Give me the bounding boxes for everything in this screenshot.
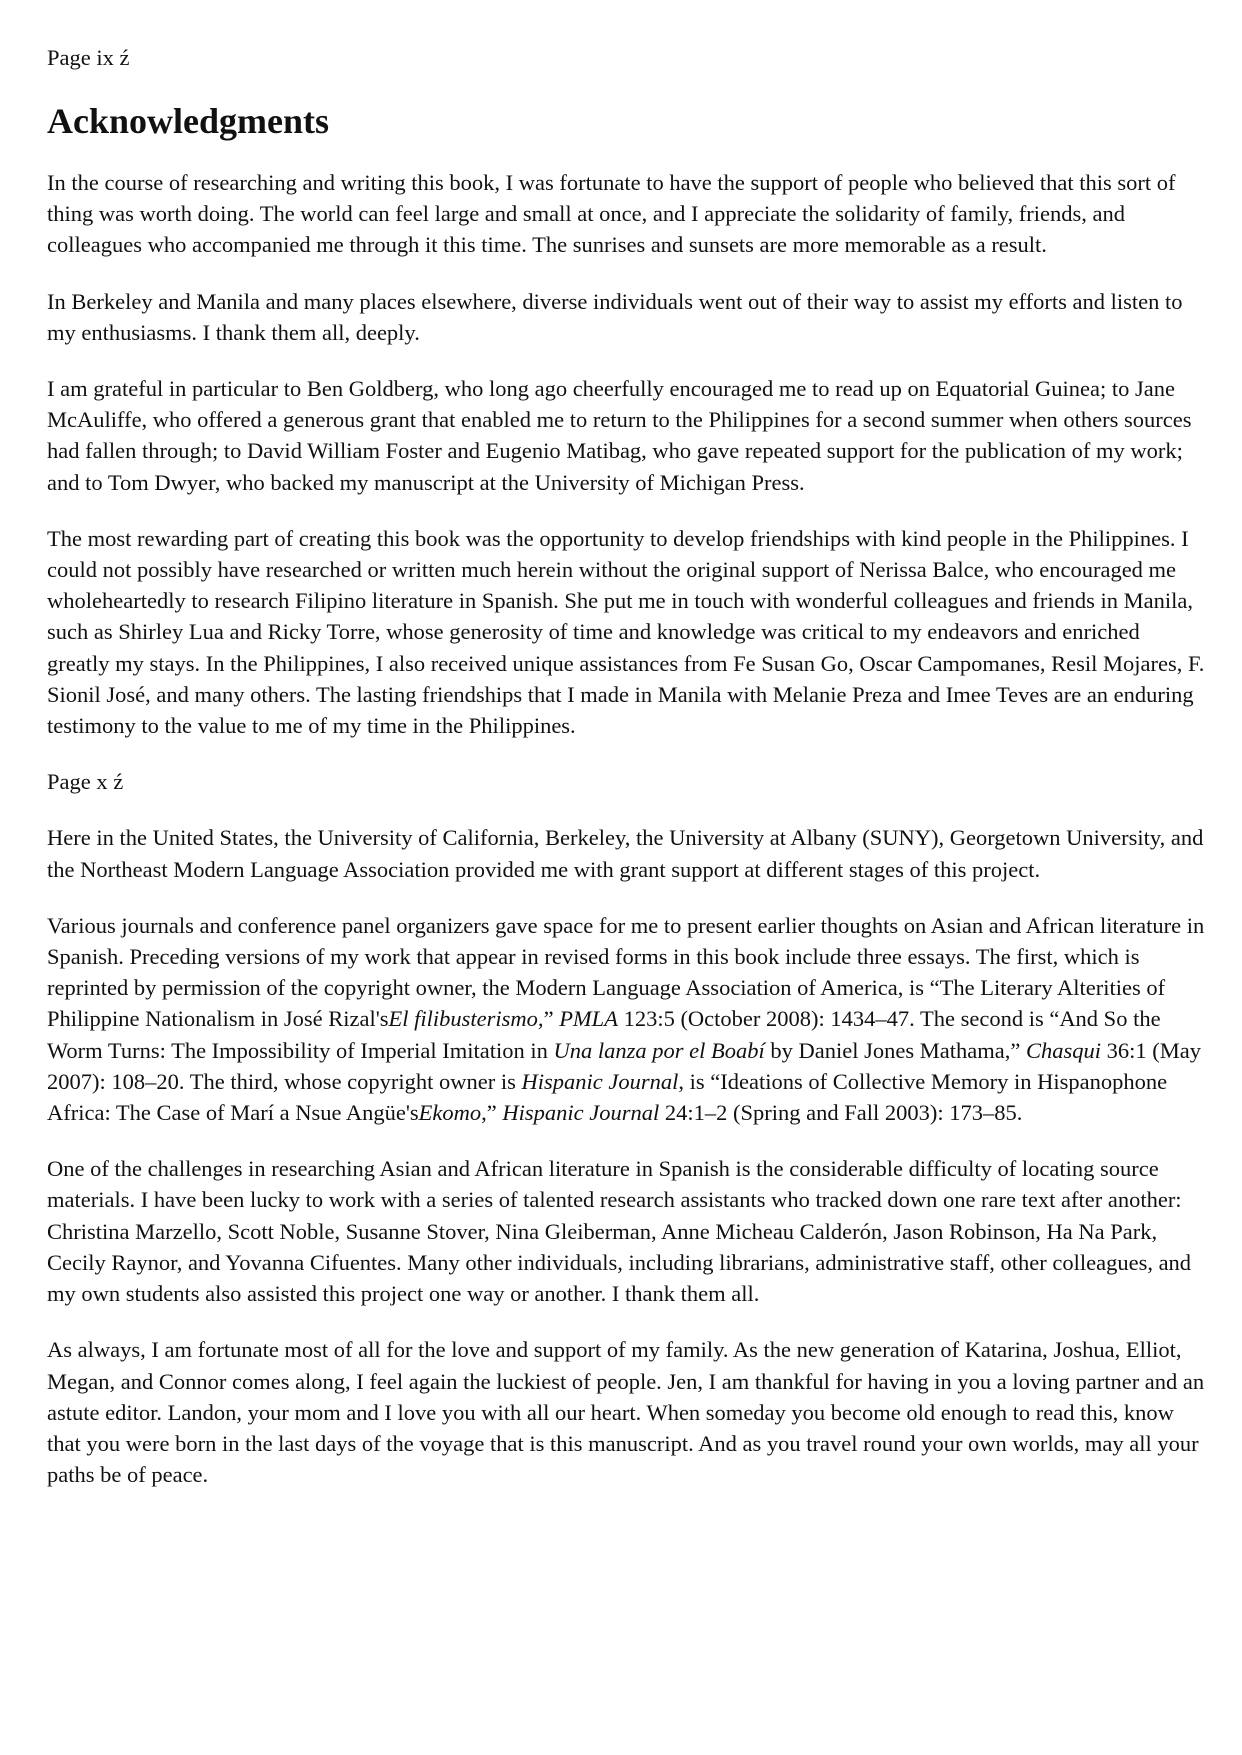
- document-page: [47, 42, 1207, 1515]
- text-span: , is “Ideations of Collective Memory in Hispanophone Africa: The Case of Marí a Nsue Angüe's: [47, 1068, 1168, 1126]
- paragraph-2: In Berkeley and Manila and many places elsewhere, diverse individuals went out of their way to assist my efforts and listen to my enthusiasms. I thank them all, deeply.: [47, 288, 1183, 345]
- journal-title-pmla: PMLA: [559, 1006, 618, 1032]
- book-title-una-lanza: Una lanza por el Boabí: [553, 1037, 765, 1063]
- journal-title-hispanic-journal: Hispanic Journal: [521, 1068, 679, 1094]
- page-number-x: Page x ź: [47, 769, 124, 795]
- book-title-ekomo: Ekomo: [418, 1100, 482, 1126]
- page-number-ix: Page ix ź: [47, 45, 130, 70]
- paragraph-3: I am grateful in particular to Ben Goldberg, who long ago cheerfully encouraged me to read up on Equatorial Guinea; to Jane McAuliffe, who offered a generous grant that enabled me to return to the Philippines for a second summer when others sources had fallen through; to David William Foster and Eugenio Matibag, who gave repeated support for the publication of my work; and to Tom Dwyer, who backed my manuscript at the University of Michigan Press.: [47, 376, 1192, 495]
- text-span: 24:1–2 (Spring and Fall 2003): 173–85.: [659, 1100, 1023, 1126]
- text-span: by Daniel Jones Mathama,”: [764, 1037, 1026, 1063]
- text-span: ,”: [481, 1100, 503, 1126]
- journal-title-hispanic-journal: Hispanic Journal: [502, 1100, 660, 1126]
- paragraph-5: Here in the United States, the University of California, Berkeley, the University at Albany (SUNY), Georgetown University, and the Northeast Modern Language Association provided me with grant support at different stages of this project.: [47, 825, 1204, 882]
- paragraph-8: As always, I am fortunate most of all for the love and support of my family. As the new generation of Katarina, Joshua, Elliot, Megan, and Connor comes along, I feel again the luckiest of people. Jen, I am thankful for having in you a loving partner and an astute editor. Landon, your mom and I love you with all our heart. When someday you become old enough to read this, know that you were born in the last days of the voyage that is this manuscript. And as you travel round your own worlds, may all your paths be of peace.: [47, 1337, 1205, 1488]
- paragraph-4: The most rewarding part of creating this book was the opportunity to develop friendships with kind people in the Philippines. I could not possibly have researched or written much herein without the original support of Nerissa Balce, who encouraged me wholeheartedly to research Filipino literature in Spanish. She put me in touch with wonderful colleagues and friends in Manila, such as Shirley Lua and Ricky Torre, whose generosity of time and knowledge was critical to my endeavors and enriched greatly my stays. In the Philippines, I also received unique assistances from Fe Susan Go, Oscar Campomanes, Resil Mojares, F. Sionil José, and many others. The lasting friendships that I made in Manila with Melanie Preza and Imee Teves are an enduring testimony to the value to me of my time in the Philippines.: [47, 525, 1205, 739]
- text-span: ”: [543, 1006, 560, 1032]
- paragraph-6: [47, 910, 1207, 1128]
- journal-title-chasqui: Chasqui: [1025, 1037, 1101, 1063]
- text-span: 36:1 (May 2007): 108–20. The third, whose copyright owner is: [47, 1037, 1201, 1094]
- book-title-el-filibusterismo: El filibusterismo,: [388, 1006, 544, 1032]
- page-title: Acknowledgments: [47, 101, 330, 141]
- paragraph-7: One of the challenges in researching Asian and African literature in Spanish is the considerable difficulty of locating source materials. I have been lucky to work with a series of talented research assistants who tracked down one rare text after another: Christina Marzello, Scott Noble, Susanne Stover, Nina Gleiberman, Anne Micheau Calderón, Jason Robinson, Ha Na Park, Cecily Raynor, and Yovanna Cifuentes. Many other individuals, including librarians, administrative staff, other colleagues, and my own students also assisted this project one way or another. I thank them all.: [47, 1156, 1192, 1307]
- paragraph-1: In the course of researching and writing this book, I was fortunate to have the support of people who believed that this sort of thing was worth doing. The world can feel large and small at once, and I appreciate the solidarity of family, friends, and colleagues who accompanied me through it this time. The sunrises and sunsets are more memorable as a result.: [47, 170, 1176, 258]
- text-span: Various journals and conference panel organizers gave space for me to present earlier thoughts on Asian and African literature in Spanish. Preceding versions of my work that appear in revised forms in this book include three essays. The first, which is reprinted by permission of the copyright owner, the Modern Language Association of America, is “The Literary Alterities of Philippine Nationalism in José Rizal's: [47, 912, 1205, 1032]
- text-span: 123:5 (October 2008): 1434–47. The second is “And So the Worm Turns: The Impossibility of Imperial Imitation in: [47, 1006, 1161, 1063]
